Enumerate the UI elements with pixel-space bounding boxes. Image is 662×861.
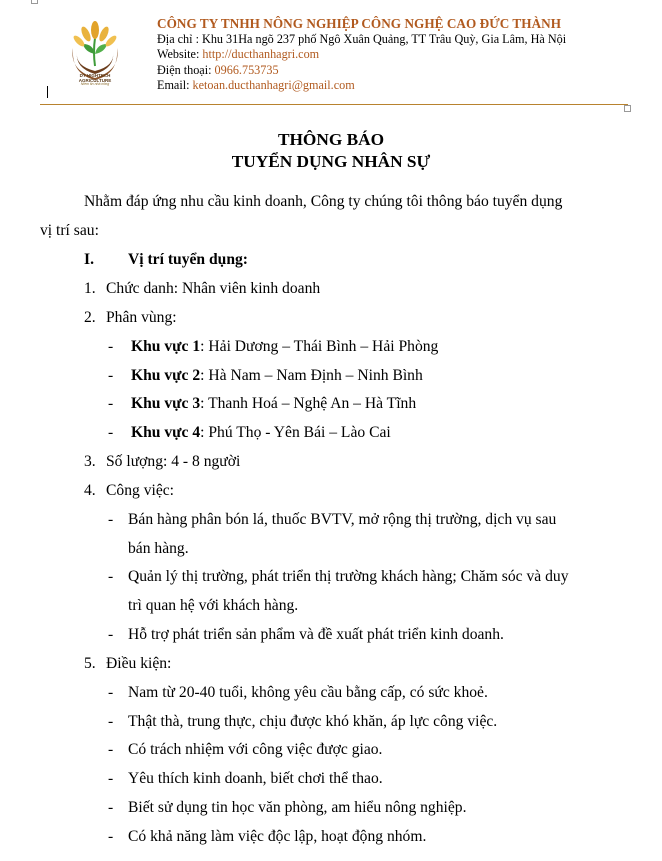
intro-line-1: Nhằm đáp ứng nhu cầu kinh doanh, Công ty chúng tôi thông báo tuyển dụng	[84, 193, 563, 210]
item-5-text: Điều kiện:	[106, 655, 172, 672]
region-bullet: -	[108, 338, 114, 355]
region-4-label: Khu vực 4	[131, 424, 201, 441]
duty-3-line-1: Hỗ trợ phát triển sản phẩm và đề xuất phát triển kinh doanh.	[128, 626, 504, 643]
condition-1: Nam từ 20-40 tuổi, không yêu cầu bằng cấp, có sức khoẻ.	[128, 684, 488, 701]
region-3	[131, 395, 416, 413]
region-1-text: : Hải Dương – Thái Bình – Hải Phòng	[200, 338, 439, 355]
condition-bullet: -	[108, 799, 114, 816]
email-label: Email:	[157, 78, 193, 93]
region-2	[131, 367, 423, 385]
region-1-label: Khu vực 1	[131, 338, 201, 355]
website-label: Website:	[157, 47, 203, 62]
condition-bullet: -	[108, 741, 114, 758]
email-link[interactable]: ketoan.ducthanhagri@gmail.com	[192, 78, 355, 93]
duty-2-line-1: Quản lý thị trường, phát triển thị trường khách hàng; Chăm sóc và duy	[128, 568, 569, 585]
region-1	[131, 338, 438, 356]
header-divider	[40, 104, 628, 105]
region-2-text: : Hà Nam – Nam Định – Ninh Bình	[200, 367, 423, 384]
logo-slogan: Niềm tin nhà nông	[80, 82, 110, 86]
condition-bullet: -	[108, 770, 114, 787]
margin-corner-top-left	[31, 0, 38, 4]
region-bullet: -	[108, 367, 114, 384]
item-4-number: 4.	[84, 482, 96, 499]
condition-2: Thật thà, trung thực, chịu được khó khăn, áp lực công việc.	[128, 713, 498, 730]
condition-3: Có trách nhiệm với công việc được giao.	[128, 741, 383, 758]
company-email	[157, 78, 566, 94]
item-3-text: Số lượng: 4 - 8 người	[106, 453, 241, 470]
section-heading: Vị trí tuyển dụng:	[128, 251, 248, 268]
region-2-label: Khu vực 2	[131, 367, 201, 384]
duty-bullet: -	[108, 626, 114, 643]
phone-label: Điện thoại:	[157, 62, 215, 77]
company-address: Địa chỉ : Khu 31Ha ngõ 237 phố Ngô Xuân Quảng, TT Trâu Quỳ, Gia Lâm, Hà Nội	[157, 31, 567, 46]
condition-5: Biết sử dụng tin học văn phòng, am hiểu nông nghiệp.	[128, 799, 467, 816]
region-4-text: : Phú Thọ - Yên Bái – Lào Cai	[200, 424, 391, 441]
region-3-label: Khu vực 3	[131, 395, 201, 412]
company-name: CÔNG TY TNHH NÔNG NGHIỆP CÔNG NGHỆ CAO ĐỨC THÀNH	[157, 16, 562, 31]
item-4-text: Công việc:	[106, 482, 174, 499]
notice-title: THÔNG BÁO	[277, 130, 385, 149]
duty-2-line-2: trì quan hệ với khách hàng.	[128, 597, 299, 614]
item-5-number: 5.	[84, 655, 96, 672]
letterhead	[157, 16, 566, 94]
company-phone	[157, 63, 566, 79]
logo-caption: DT HIGHTECH AGRICULTURE	[78, 73, 112, 83]
condition-bullet: -	[108, 684, 114, 701]
margin-corner-top-right	[624, 105, 631, 112]
region-bullet: -	[108, 395, 114, 412]
duty-1-line-2: bán hàng.	[128, 540, 189, 557]
item-2-text: Phân vùng:	[106, 309, 177, 326]
item-1-text: Chức danh: Nhân viên kinh doanh	[106, 280, 321, 297]
item-2-number: 2.	[84, 309, 96, 326]
duty-1-line-1: Bán hàng phân bón lá, thuốc BVTV, mở rộng thị trường, dịch vụ sau	[128, 511, 557, 528]
text-cursor	[47, 86, 48, 98]
website-link[interactable]: http://ducthanhagri.com	[202, 47, 320, 62]
notice-subtitle: TUYỂN DỤNG NHÂN SỰ	[231, 152, 431, 171]
region-4	[131, 424, 391, 442]
condition-bullet: -	[108, 828, 114, 845]
item-3-number: 3.	[84, 453, 96, 470]
section-numeral: I.	[84, 251, 94, 268]
item-1-number: 1.	[84, 280, 96, 297]
duty-bullet: -	[108, 511, 114, 528]
condition-bullet: -	[108, 713, 114, 730]
duty-bullet: -	[108, 568, 114, 585]
condition-6: Có khả năng làm việc độc lập, hoạt động nhóm.	[128, 828, 427, 845]
phone-value: 0966.753735	[214, 62, 279, 77]
intro-line-2: vị trí sau:	[40, 222, 99, 239]
condition-4: Yêu thích kinh doanh, biết chơi thể thao.	[128, 770, 383, 787]
region-bullet: -	[108, 424, 114, 441]
region-3-text: : Thanh Hoá – Nghệ An – Hà Tĩnh	[200, 395, 417, 412]
company-website	[157, 47, 566, 63]
